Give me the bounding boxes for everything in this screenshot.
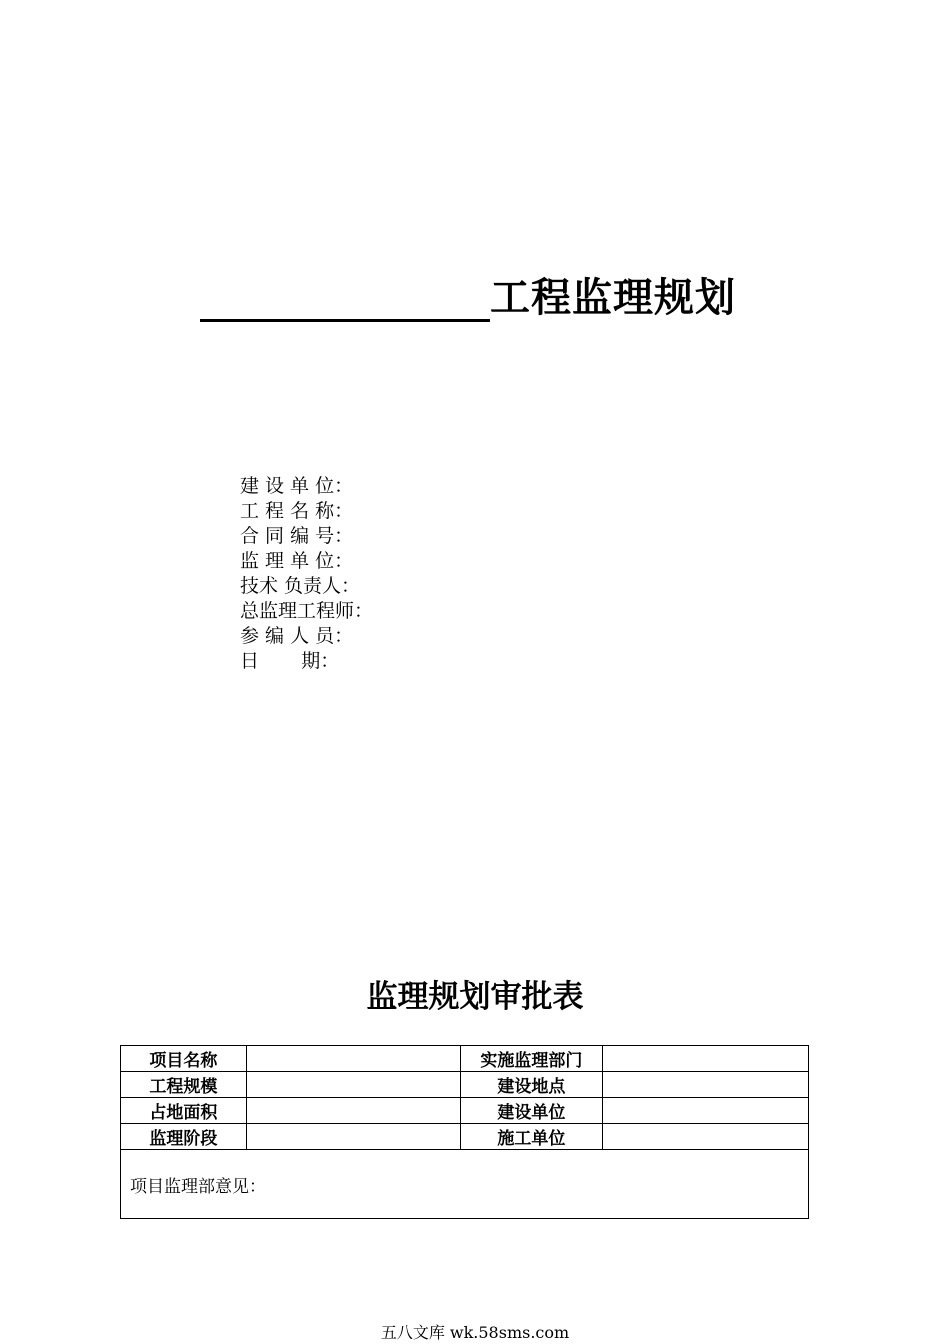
label-contractor: 施工单位 [460, 1124, 603, 1150]
label-supervision-stage: 监理阶段 [121, 1124, 247, 1150]
value-construction-site [603, 1072, 809, 1098]
document-title [200, 270, 736, 326]
label-construction-site: 建设地点 [460, 1072, 603, 1098]
table-row [121, 1098, 809, 1124]
value-contractor [603, 1124, 809, 1150]
info-label: 工 程 名 称： [240, 500, 354, 522]
info-label: 参 编 人 员： [240, 625, 354, 647]
label-project-scale: 工程规模 [121, 1072, 247, 1098]
value-construction-unit [603, 1098, 809, 1124]
table-row [121, 1046, 809, 1072]
approval-form-title: 监理规划审批表 [366, 979, 584, 1015]
table-row [121, 1072, 809, 1098]
project-info-list [240, 474, 390, 674]
info-label: 技术 负责人： [240, 575, 361, 597]
table-row [121, 1124, 809, 1150]
value-project-scale [246, 1072, 460, 1098]
info-label: 合 同 编 号： [240, 525, 354, 547]
info-row-chief-engineer [240, 599, 390, 624]
table-row [121, 1150, 809, 1219]
info-label: 建 设 单 位： [240, 475, 354, 497]
value-supervision-stage [246, 1124, 460, 1150]
title-text: 工程监理规划 [490, 275, 736, 321]
info-row-date [240, 649, 390, 674]
opinion-label: 项目监理部意见： [130, 1176, 266, 1197]
label-project-name: 项目名称 [121, 1046, 247, 1072]
label-supervision-dept: 实施监理部门 [460, 1046, 603, 1072]
footer-watermark: 五八文库 wk.58sms.com [380, 1323, 570, 1342]
info-row-project-name [240, 499, 390, 524]
info-row-construction-unit [240, 474, 390, 499]
label-land-area: 占地面积 [121, 1098, 247, 1124]
info-label: 监 理 单 位： [240, 550, 354, 572]
info-row-contributors [240, 624, 390, 649]
value-supervision-dept [603, 1046, 809, 1072]
value-land-area [246, 1098, 460, 1124]
info-label: 日 期： [240, 650, 340, 672]
info-row-supervision-unit [240, 549, 390, 574]
opinion-cell [121, 1150, 809, 1219]
label-construction-unit: 建设单位 [460, 1098, 603, 1124]
value-project-name [246, 1046, 460, 1072]
title-blank-underline [200, 271, 490, 322]
info-row-technical-lead [240, 574, 390, 599]
approval-form-table [120, 1045, 809, 1219]
info-row-contract-number [240, 524, 390, 549]
info-label: 总监理工程师： [240, 600, 374, 622]
